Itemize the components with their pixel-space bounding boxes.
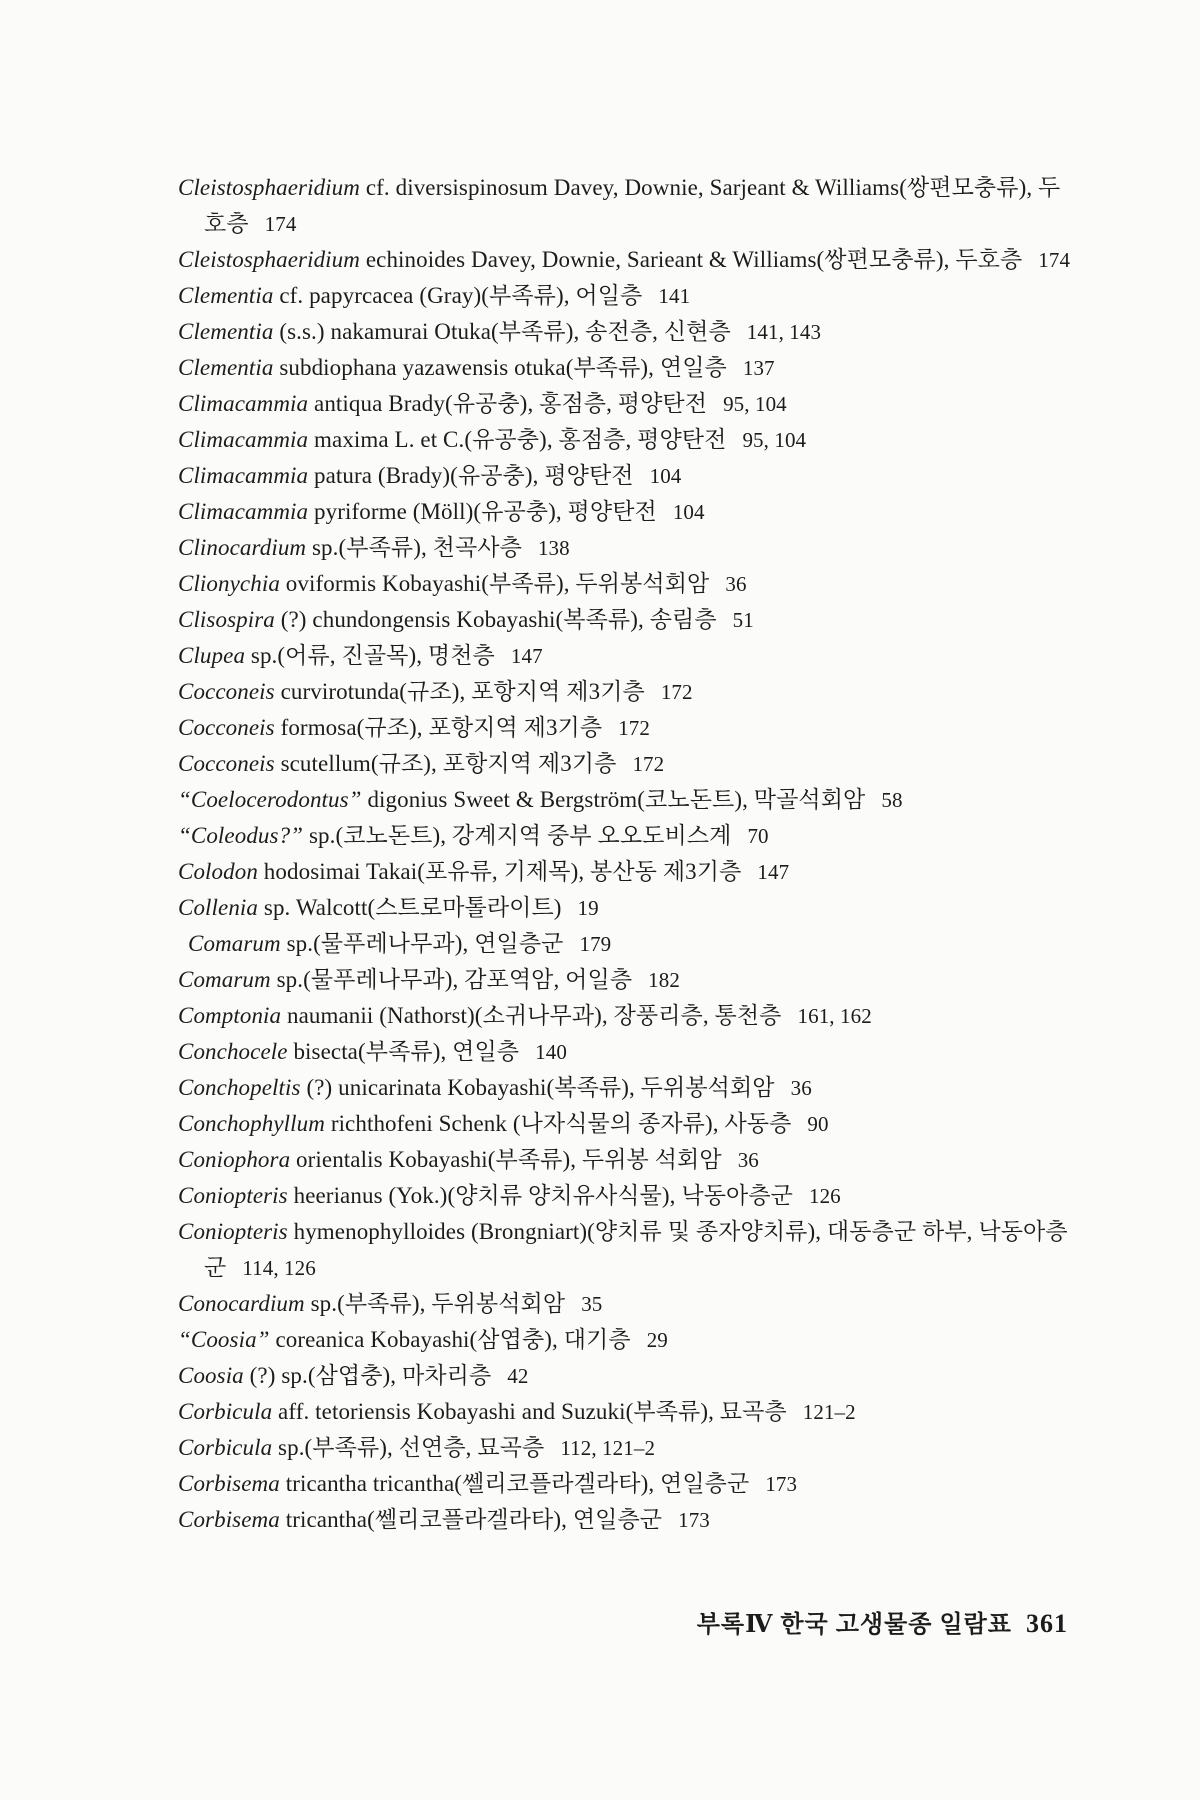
list-item xyxy=(178,1214,1078,1286)
taxon-genus: “Coosia” xyxy=(178,1327,270,1352)
taxon-details: subdiophana yazawensis otuka(부족류), 연일층 xyxy=(279,355,727,380)
page-refs: 138 xyxy=(537,536,570,560)
list-item xyxy=(178,386,1078,422)
page-number: 361 xyxy=(1026,1609,1068,1638)
taxon-genus: “Coleodus?” xyxy=(178,823,304,848)
taxon-genus: Clementia xyxy=(178,355,274,380)
list-item xyxy=(178,638,1078,674)
taxon-genus: Corbicula xyxy=(178,1399,273,1424)
list-item xyxy=(178,1286,1078,1322)
page-refs: 19 xyxy=(577,896,599,920)
taxon-details: hodosimai Takai(포유류, 기제목), 봉산동 제3기층 xyxy=(263,859,742,884)
list-item xyxy=(178,314,1078,350)
taxon-details: cf. papyrcacea (Gray)(부족류), 어일층 xyxy=(279,283,643,308)
taxon-genus: Climacammia xyxy=(178,427,309,452)
list-item xyxy=(178,422,1078,458)
taxon-genus: Climacammia xyxy=(178,499,309,524)
list-item xyxy=(178,170,1078,242)
list-item xyxy=(178,746,1078,782)
taxon-details: richthofeni Schenk (나자식물의 종자류), 사동층 xyxy=(330,1111,792,1136)
page-refs: 173 xyxy=(765,1472,798,1496)
page-refs: 137 xyxy=(742,356,775,380)
taxon-genus: Climacammia xyxy=(178,463,309,488)
taxon-details: aff. tetoriensis Kobayashi and Suzuki(부족류), 묘곡층 xyxy=(278,1399,787,1424)
taxon-genus: Corbisema xyxy=(178,1471,280,1496)
taxon-details: pyriforme (Möll)(유공충), 평양탄전 xyxy=(314,499,657,524)
page-refs: 121–2 xyxy=(802,1400,856,1424)
page-refs: 172 xyxy=(660,680,693,704)
list-item xyxy=(178,494,1078,530)
list-item xyxy=(178,1322,1078,1358)
list-item xyxy=(178,818,1078,854)
taxon-genus: Collenia xyxy=(178,895,259,920)
page-refs: 172 xyxy=(618,716,650,740)
page-refs: 104 xyxy=(672,500,705,524)
taxon-details: hymenophylloides (Brongniart)(양치류 및 종자양치류), 대동층군 하부, 낙동아층군 xyxy=(204,1219,1068,1280)
page-refs: 35 xyxy=(581,1292,603,1316)
list-item xyxy=(178,962,1078,998)
page-refs: 126 xyxy=(808,1184,841,1208)
list-item xyxy=(178,458,1078,494)
taxon-genus: Corbicula xyxy=(178,1435,273,1460)
page-refs: 36 xyxy=(737,1148,759,1172)
page-refs: 95, 104 xyxy=(742,428,807,452)
taxon-genus: “Coelocerodontus” xyxy=(178,787,362,812)
list-item xyxy=(178,278,1078,314)
taxon-details: (?) unicarinata Kobayashi(복족류), 두위봉석회암 xyxy=(306,1075,775,1100)
taxon-details: coreanica Kobayashi(삼엽충), 대기층 xyxy=(275,1327,631,1352)
list-item xyxy=(178,998,1078,1034)
entry-list xyxy=(178,170,1078,1538)
taxon-details: sp.(물푸레나무과), 연일층군 xyxy=(286,931,564,956)
list-item xyxy=(178,242,1078,278)
taxon-details: maxima L. et C.(유공충), 홍점층, 평양탄전 xyxy=(314,427,727,452)
taxon-details: (?) sp.(삼엽충), 마차리층 xyxy=(249,1363,492,1388)
page-refs: 112, 121–2 xyxy=(560,1436,656,1460)
page-refs: 140 xyxy=(535,1040,567,1064)
taxon-details: digonius Sweet & Bergström(코노돈트), 막골석회암 xyxy=(367,787,866,812)
taxon-genus: Coniopteris xyxy=(178,1183,288,1208)
page-refs: 51 xyxy=(732,608,754,632)
taxon-genus: Comarum xyxy=(188,931,281,956)
taxon-details: oviformis Kobayashi(부족류), 두위봉석회암 xyxy=(285,571,710,596)
page-refs: 141, 143 xyxy=(746,320,822,344)
taxon-details: bisecta(부족류), 연일층 xyxy=(293,1039,520,1064)
page-footer xyxy=(697,1604,1068,1639)
taxon-genus: Coniophora xyxy=(178,1147,291,1172)
taxon-genus: Coniopteris xyxy=(178,1219,288,1244)
taxon-details: formosa(규조), 포항지역 제3기층 xyxy=(280,715,603,740)
taxon-details: (?) chundongensis Kobayashi(복족류), 송림층 xyxy=(280,607,717,632)
list-item xyxy=(178,1430,1078,1466)
taxon-details: sp.(어류, 진골목), 명천층 xyxy=(250,643,495,668)
page-refs: 36 xyxy=(725,572,747,596)
taxon-genus: Cocconeis xyxy=(178,715,275,740)
taxon-details: scutellum(규조), 포항지역 제3기층 xyxy=(280,751,617,776)
page-refs: 70 xyxy=(747,824,769,848)
taxon-genus: Clupea xyxy=(178,643,246,668)
page-refs: 29 xyxy=(646,1328,668,1352)
page-refs: 147 xyxy=(510,644,543,668)
taxon-genus: Cleistosphaeridium xyxy=(178,247,360,272)
taxon-genus: Climacammia xyxy=(178,391,309,416)
list-item xyxy=(178,710,1078,746)
taxon-details: curvirotunda(규조), 포항지역 제3기층 xyxy=(280,679,645,704)
taxon-genus: Comarum xyxy=(178,967,271,992)
page-refs: 58 xyxy=(881,788,903,812)
taxon-genus: Clionychia xyxy=(178,571,280,596)
taxon-details: patura (Brady)(유공충), 평양탄전 xyxy=(314,463,634,488)
list-item xyxy=(178,1106,1078,1142)
taxon-details: tricantha(쎌리코플라겔라타), 연일층군 xyxy=(285,1507,663,1532)
taxon-details: (s.s.) nakamurai Otuka(부족류), 송전층, 신현층 xyxy=(279,319,731,344)
page-refs: 95, 104 xyxy=(723,392,787,416)
page-refs: 147 xyxy=(757,860,790,884)
taxon-genus: Clementia xyxy=(178,283,274,308)
taxon-details: antiqua Brady(유공충), 홍점층, 평양탄전 xyxy=(314,391,708,416)
taxon-details: echinoides Davey, Downie, Sarieant & Williams(쌍편모충류), 두호층 xyxy=(365,247,1023,272)
taxon-details: sp.(물푸레나무과), 감포역암, 어일층 xyxy=(276,967,633,992)
list-item xyxy=(178,1502,1078,1538)
taxon-genus: Clinocardium xyxy=(178,535,307,560)
list-item xyxy=(178,1142,1078,1178)
taxon-genus: Corbisema xyxy=(178,1507,280,1532)
taxon-genus: Cocconeis xyxy=(178,751,275,776)
taxon-details: tricantha tricantha(쎌리코플라겔라타), 연일층군 xyxy=(285,1471,750,1496)
taxon-genus: Clementia xyxy=(178,319,274,344)
taxon-genus: Comptonia xyxy=(178,1003,282,1028)
page-refs: 179 xyxy=(579,932,612,956)
page-refs: 173 xyxy=(678,1508,710,1532)
taxon-details: heerianus (Yok.)(양치류 양치유사식물), 낙동아층군 xyxy=(293,1183,793,1208)
running-title: 부록Ⅳ 한국 고생물종 일람표 xyxy=(696,1612,1012,1638)
taxon-details: sp.(부족류), 천곡사층 xyxy=(312,535,522,560)
page-refs: 174 xyxy=(1038,248,1071,272)
taxon-details: orientalis Kobayashi(부족류), 두위봉 석회암 xyxy=(296,1147,722,1172)
page-refs: 161, 162 xyxy=(797,1004,872,1028)
taxon-genus: Cleistosphaeridium xyxy=(178,175,360,200)
page-refs: 182 xyxy=(648,968,680,992)
list-item xyxy=(178,1394,1078,1430)
page-refs: 90 xyxy=(807,1112,829,1136)
taxon-genus: Conchocele xyxy=(178,1039,288,1064)
taxon-details: sp. Walcott(스트로마톨라이트) xyxy=(263,895,562,920)
taxon-details: cf. diversispinosum Davey, Downie, Sarjeant & Williams(쌍편모충류), 두호층 xyxy=(204,175,1061,236)
taxon-genus: Conocardium xyxy=(178,1291,305,1316)
list-item xyxy=(178,1070,1078,1106)
page-refs: 42 xyxy=(507,1364,529,1388)
taxon-details: sp.(코노돈트), 강계지역 중부 오오도비스계 xyxy=(308,823,732,848)
list-item xyxy=(178,1178,1078,1214)
taxon-genus: Coosia xyxy=(178,1363,244,1388)
page-refs: 104 xyxy=(649,464,682,488)
taxon-details: naumanii (Nathorst)(소귀나무과), 장풍리층, 통천층 xyxy=(287,1003,782,1028)
taxon-details: sp.(부족류), 두위봉석회암 xyxy=(310,1291,566,1316)
list-item xyxy=(178,1034,1078,1070)
list-item xyxy=(178,782,1078,818)
page-refs: 172 xyxy=(632,752,665,776)
taxon-details: sp.(부족류), 선연층, 묘곡층 xyxy=(278,1435,545,1460)
taxon-genus: Clisospira xyxy=(178,607,275,632)
taxon-genus: Conchopeltis xyxy=(178,1075,301,1100)
list-item xyxy=(178,926,1078,962)
taxon-genus: Colodon xyxy=(178,859,258,884)
list-item xyxy=(178,890,1078,926)
page-refs: 174 xyxy=(264,212,297,236)
taxon-genus: Conchophyllum xyxy=(178,1111,325,1136)
list-item xyxy=(178,566,1078,602)
taxon-genus: Cocconeis xyxy=(178,679,275,704)
list-item xyxy=(178,674,1078,710)
list-item xyxy=(178,350,1078,386)
list-item xyxy=(178,854,1078,890)
list-item xyxy=(178,530,1078,566)
page-refs: 114, 126 xyxy=(242,1256,316,1280)
list-item xyxy=(178,602,1078,638)
page-refs: 141 xyxy=(658,284,691,308)
list-item xyxy=(178,1358,1078,1394)
list-item xyxy=(178,1466,1078,1502)
page-refs: 36 xyxy=(790,1076,812,1100)
